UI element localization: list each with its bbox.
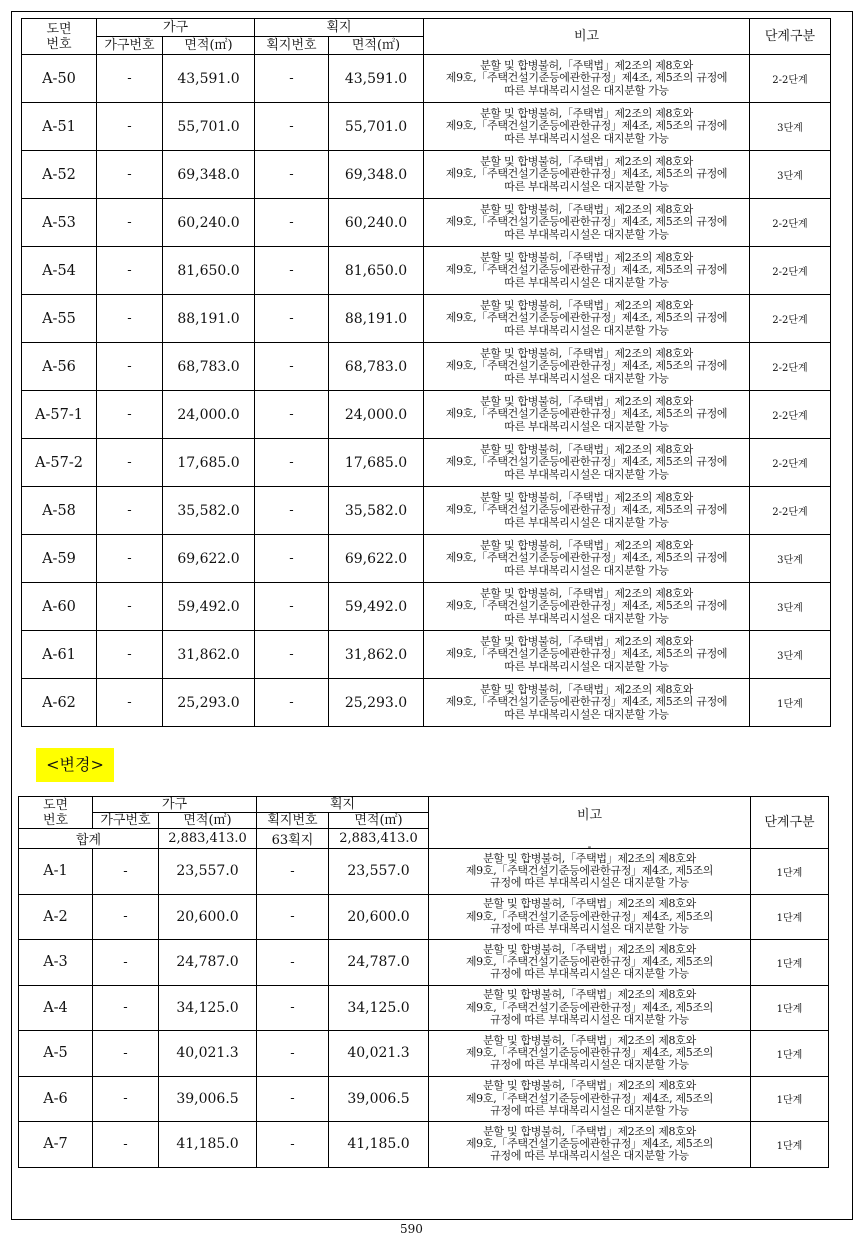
- stage-cell: 3단계: [750, 535, 831, 583]
- header-drawing-no: 도면 번호: [22, 19, 97, 55]
- remarks-line: 제9호,「주택건설기준등에관한규정」제4조, 제5조의: [465, 864, 714, 878]
- drawing-no-cell: A-57-2: [22, 439, 97, 487]
- remarks-line: 제9호,「주택건설기준등에관한규정」제4조, 제5조의 규정에: [445, 599, 728, 613]
- remarks-line: 따른 부대복리시설은 대지분할 가능: [504, 131, 669, 145]
- remarks-line: 분할 및 합병불허,「주택법」제2조의 제8호와: [480, 587, 693, 601]
- household-area-cell: 68,783.0: [163, 343, 255, 391]
- household-area-cell: 24,000.0: [163, 391, 255, 439]
- table-row: [22, 247, 831, 295]
- household-area-cell: 17,685.0: [163, 439, 255, 487]
- remarks-line: 제9호,「주택건설기준등에관한규정」제4조, 제5조의: [465, 1000, 714, 1014]
- header-area: 면적(㎡): [163, 37, 255, 55]
- lot-no-cell: -: [257, 985, 329, 1031]
- header-area: 면적(㎡): [159, 813, 257, 829]
- household-no-cell: -: [97, 631, 163, 679]
- summary-remarks: -: [587, 839, 592, 849]
- lot-area-cell: 35,582.0: [329, 487, 424, 535]
- remarks-line: 제9호,「주택건설기준등에관한규정」제4조, 제5조의 규정에: [445, 263, 728, 277]
- household-no-cell: -: [97, 199, 163, 247]
- lot-area-cell: 24,787.0: [329, 940, 429, 986]
- remarks-cell: [424, 103, 750, 151]
- summary-household-area: 2,883,413.0: [159, 829, 257, 849]
- stage-cell: 2-2단계: [750, 199, 831, 247]
- lot-no-cell: -: [255, 103, 329, 151]
- lot-no-cell: -: [257, 1122, 329, 1168]
- remarks-cell: [424, 631, 750, 679]
- table-row: [19, 849, 829, 895]
- stage-cell: 2-2단계: [750, 295, 831, 343]
- stage-cell: 2-2단계: [750, 439, 831, 487]
- stage-cell: 1단계: [751, 940, 829, 986]
- remarks-line: 제9호,「주택건설기준등에관한규정」제4조, 제5조의 규정에: [445, 215, 728, 229]
- remarks-line: 따른 부대복리시설은 대지분할 가능: [504, 227, 669, 241]
- remarks-line: 분할 및 합병불허,「주택법」제2조의 제8호와: [480, 539, 693, 553]
- drawing-no-cell: A-60: [22, 583, 97, 631]
- drawing-no-cell: A-3: [19, 940, 93, 986]
- drawing-no-cell: A-50: [22, 55, 97, 103]
- header-remarks: 비고: [424, 19, 750, 55]
- drawing-no-cell: A-51: [22, 103, 97, 151]
- stage-cell: 3단계: [750, 583, 831, 631]
- remarks-line: 규정에 따른 부대복리시설은 대지분할 가능: [490, 1058, 689, 1072]
- remarks-line: 제9호,「주택건설기준등에관한규정」제4조, 제5조의 규정에: [445, 551, 728, 565]
- household-no-cell: -: [93, 1122, 159, 1168]
- header-lot-no: 획지번호: [257, 813, 329, 829]
- remarks-line: 규정에 따른 부대복리시설은 대지분할 가능: [490, 967, 689, 981]
- remarks-line: 분할 및 합병불허,「주택법」제2조의 제8호와: [480, 203, 693, 217]
- remarks-cell: [424, 151, 750, 199]
- lot-area-cell: 25,293.0: [329, 679, 424, 727]
- drawing-no-cell: A-52: [22, 151, 97, 199]
- header-household-no: 가구번호: [97, 37, 163, 55]
- household-area-cell: 41,185.0: [159, 1122, 257, 1168]
- table-row: [19, 1031, 829, 1077]
- header-stage: 단계구분: [751, 797, 829, 849]
- remarks-cell: [424, 199, 750, 247]
- remarks-line: 분할 및 합병불허,「주택법」제2조의 제8호와: [480, 443, 693, 457]
- remarks-cell: [424, 535, 750, 583]
- header-remarks: 비고 -: [429, 797, 751, 849]
- lot-area-cell: 20,600.0: [329, 894, 429, 940]
- remarks-line: 규정에 따른 부대복리시설은 대지분할 가능: [490, 1103, 689, 1117]
- remarks-line: 분할 및 합병불허,「주택법」제2조의 제8호와: [480, 683, 693, 697]
- remarks-line: 제9호,「주택건설기준등에관한규정」제4조, 제5조의 규정에: [445, 503, 728, 517]
- household-area-cell: 88,191.0: [163, 295, 255, 343]
- lot-no-cell: -: [255, 151, 329, 199]
- household-area-cell: 24,787.0: [159, 940, 257, 986]
- household-no-cell: -: [97, 679, 163, 727]
- table-row: [22, 295, 831, 343]
- lot-area-cell: 43,591.0: [329, 55, 424, 103]
- lot-no-cell: -: [255, 535, 329, 583]
- remarks-line: 분할 및 합병불허,「주택법」제2조의 제8호와: [483, 1079, 696, 1093]
- drawing-no-cell: A-7: [19, 1122, 93, 1168]
- remarks-line: 제9호,「주택건설기준등에관한규정」제4조, 제5조의 규정에: [445, 359, 728, 373]
- header-area: 면적(㎡): [329, 813, 429, 829]
- lot-area-cell: 59,492.0: [329, 583, 424, 631]
- lot-area-cell: 69,348.0: [329, 151, 424, 199]
- remarks-cell: [429, 1122, 751, 1168]
- summary-lot-area: 2,883,413.0: [329, 829, 429, 849]
- lot-area-cell: 69,622.0: [329, 535, 424, 583]
- remarks-line: 분할 및 합병불허,「주택법」제2조의 제8호와: [480, 635, 693, 649]
- remarks-line: 제9호,「주택건설기준등에관한규정」제4조, 제5조의: [465, 1091, 714, 1105]
- household-area-cell: 81,650.0: [163, 247, 255, 295]
- header-household-no: 가구번호: [93, 813, 159, 829]
- drawing-no-cell: A-5: [19, 1031, 93, 1077]
- remarks-line: 제9호,「주택건설기준등에관한규정」제4조, 제5조의 규정에: [445, 647, 728, 661]
- remarks-line: 따른 부대복리시설은 대지분할 가능: [504, 659, 669, 673]
- stage-cell: 3단계: [750, 151, 831, 199]
- household-no-cell: -: [97, 391, 163, 439]
- lot-area-cell: 34,125.0: [329, 985, 429, 1031]
- stage-cell: 1단계: [751, 1076, 829, 1122]
- remarks-line: 분할 및 합병불허,「주택법」제2조의 제8호와: [480, 59, 693, 73]
- household-area-cell: 39,006.5: [159, 1076, 257, 1122]
- remarks-line: 제9호,「주택건설기준등에관한규정」제4조, 제5조의: [465, 909, 714, 923]
- lot-area-cell: 81,650.0: [329, 247, 424, 295]
- remarks-line: 제9호,「주택건설기준등에관한규정」제4조, 제5조의 규정에: [445, 311, 728, 325]
- lot-no-cell: -: [255, 55, 329, 103]
- page-number: 590: [400, 1222, 423, 1236]
- remarks-line: 규정에 따른 부대복리시설은 대지분할 가능: [490, 1149, 689, 1163]
- drawing-no-cell: A-56: [22, 343, 97, 391]
- stage-cell: 2-2단계: [750, 487, 831, 535]
- remarks-line: 따른 부대복리시설은 대지분할 가능: [504, 707, 669, 721]
- remarks-line: 제9호,「주택건설기준등에관한규정」제4조, 제5조의 규정에: [445, 71, 728, 85]
- lot-area-cell: 39,006.5: [329, 1076, 429, 1122]
- remarks-cell: [429, 894, 751, 940]
- header-lot: 획지: [255, 19, 424, 37]
- lot-no-cell: -: [257, 1076, 329, 1122]
- drawing-no-cell: A-57-1: [22, 391, 97, 439]
- table-row: [22, 151, 831, 199]
- remarks-cell: [424, 343, 750, 391]
- household-no-cell: -: [97, 583, 163, 631]
- remarks-line: 제9호,「주택건설기준등에관한규정」제4조, 제5조의: [465, 955, 714, 969]
- remarks-line: 분할 및 합병불허,「주택법」제2조의 제8호와: [483, 942, 696, 956]
- remarks-line: 따른 부대복리시설은 대지분할 가능: [504, 611, 669, 625]
- remarks-line: 분할 및 합병불허,「주택법」제2조의 제8호와: [483, 1033, 696, 1047]
- remarks-line: 제9호,「주택건설기준등에관한규정」제4조, 제5조의 규정에: [445, 167, 728, 181]
- remarks-cell: [424, 247, 750, 295]
- remarks-cell: [429, 1076, 751, 1122]
- change-badge: <변경>: [36, 748, 114, 782]
- lot-no-cell: -: [255, 247, 329, 295]
- drawing-no-cell: A-1: [19, 849, 93, 895]
- lot-no-cell: -: [255, 343, 329, 391]
- remarks-line: 따른 부대복리시설은 대지분할 가능: [504, 83, 669, 97]
- household-area-cell: 23,557.0: [159, 849, 257, 895]
- household-area-cell: 43,591.0: [163, 55, 255, 103]
- household-area-cell: 55,701.0: [163, 103, 255, 151]
- lot-no-cell: -: [257, 940, 329, 986]
- household-no-cell: -: [93, 940, 159, 986]
- remarks-line: 분할 및 합병불허,「주택법」제2조의 제8호와: [480, 155, 693, 169]
- stage-cell: 1단계: [751, 1122, 829, 1168]
- stage-cell: 2-2단계: [750, 247, 831, 295]
- household-no-cell: -: [93, 1031, 159, 1077]
- stage-cell: 1단계: [751, 985, 829, 1031]
- remarks-line: 규정에 따른 부대복리시설은 대지분할 가능: [490, 1012, 689, 1026]
- lot-no-cell: -: [257, 1031, 329, 1077]
- summary-label: 합계: [19, 829, 159, 849]
- remarks-line: 제9호,「주택건설기준등에관한규정」제4조, 제5조의: [465, 1137, 714, 1151]
- lot-no-cell: -: [257, 894, 329, 940]
- remarks-line: 분할 및 합병불허,「주택법」제2조의 제8호와: [483, 851, 696, 865]
- remarks-line: 제9호,「주택건설기준등에관한규정」제4조, 제5조의: [465, 1046, 714, 1060]
- remarks-line: 분할 및 합병불허,「주택법」제2조의 제8호와: [480, 251, 693, 265]
- remarks-cell: [429, 849, 751, 895]
- table-row: [19, 894, 829, 940]
- household-no-cell: -: [93, 985, 159, 1031]
- lot-no-cell: -: [255, 631, 329, 679]
- household-area-cell: 34,125.0: [159, 985, 257, 1031]
- table-row: [22, 391, 831, 439]
- header-drawing-no: 도면 번호: [19, 797, 93, 829]
- remarks-line: 분할 및 합병불허,「주택법」제2조의 제8호와: [480, 395, 693, 409]
- table-row: [19, 985, 829, 1031]
- household-no-cell: -: [97, 535, 163, 583]
- remarks-cell: [424, 295, 750, 343]
- household-no-cell: -: [97, 343, 163, 391]
- remarks-line: 분할 및 합병불허,「주택법」제2조의 제8호와: [480, 299, 693, 313]
- header-lot: 획지: [257, 797, 429, 813]
- remarks-cell: [424, 487, 750, 535]
- header-lot-no: 획지번호: [255, 37, 329, 55]
- household-area-cell: 31,862.0: [163, 631, 255, 679]
- drawing-no-cell: A-2: [19, 894, 93, 940]
- household-no-cell: -: [97, 439, 163, 487]
- remarks-line: 따른 부대복리시설은 대지분할 가능: [504, 467, 669, 481]
- drawing-no-cell: A-58: [22, 487, 97, 535]
- remarks-cell: [429, 985, 751, 1031]
- lot-area-cell: 17,685.0: [329, 439, 424, 487]
- remarks-line: 분할 및 합병불허,「주택법」제2조의 제8호와: [483, 897, 696, 911]
- table-row: [22, 55, 831, 103]
- household-no-cell: -: [97, 55, 163, 103]
- drawing-no-cell: A-59: [22, 535, 97, 583]
- header-stage: 단계구분: [750, 19, 831, 55]
- stage-cell: 3단계: [750, 103, 831, 151]
- lot-no-cell: -: [255, 439, 329, 487]
- table-row: [22, 679, 831, 727]
- remarks-line: 따른 부대복리시설은 대지분할 가능: [504, 275, 669, 289]
- household-area-cell: 25,293.0: [163, 679, 255, 727]
- table-row: [22, 199, 831, 247]
- household-no-cell: -: [93, 1076, 159, 1122]
- lot-area-cell: 23,557.0: [329, 849, 429, 895]
- remarks-line: 따른 부대복리시설은 대지분할 가능: [504, 371, 669, 385]
- remarks-line: 제9호,「주택건설기준등에관한규정」제4조, 제5조의 규정에: [445, 455, 728, 469]
- remarks-line: 분할 및 합병불허,「주택법」제2조의 제8호와: [483, 1124, 696, 1138]
- drawing-no-cell: A-55: [22, 295, 97, 343]
- table-row: [22, 103, 831, 151]
- table-row: [22, 631, 831, 679]
- stage-cell: 1단계: [751, 849, 829, 895]
- remarks-line: 규정에 따른 부대복리시설은 대지분할 가능: [490, 921, 689, 935]
- remarks-line: 규정에 따른 부대복리시설은 대지분할 가능: [490, 876, 689, 890]
- table-row: [22, 487, 831, 535]
- table-row: [22, 535, 831, 583]
- household-no-cell: -: [97, 151, 163, 199]
- remarks-line: 따른 부대복리시설은 대지분할 가능: [504, 563, 669, 577]
- stage-cell: 1단계: [751, 1031, 829, 1077]
- table-row: [22, 583, 831, 631]
- remarks-cell: [424, 679, 750, 727]
- household-area-cell: 35,582.0: [163, 487, 255, 535]
- header-household: 가구: [97, 19, 255, 37]
- remarks-cell: [429, 940, 751, 986]
- lot-no-cell: -: [255, 295, 329, 343]
- remarks-line: 제9호,「주택건설기준등에관한규정」제4조, 제5조의 규정에: [445, 695, 728, 709]
- stage-cell: 2-2단계: [750, 343, 831, 391]
- lot-area-cell: 41,185.0: [329, 1122, 429, 1168]
- household-area-cell: 69,348.0: [163, 151, 255, 199]
- table-row: [22, 343, 831, 391]
- remarks-cell: [424, 391, 750, 439]
- lot-area-cell: 31,862.0: [329, 631, 424, 679]
- remarks-cell: [424, 55, 750, 103]
- table-row: [19, 940, 829, 986]
- drawing-no-cell: A-4: [19, 985, 93, 1031]
- remarks-line: 제9호,「주택건설기준등에관한규정」제4조, 제5조의 규정에: [445, 407, 728, 421]
- lot-table-changed: [18, 796, 829, 1168]
- header-household: 가구: [93, 797, 257, 813]
- household-area-cell: 40,021.3: [159, 1031, 257, 1077]
- lot-no-cell: -: [255, 199, 329, 247]
- drawing-no-cell: A-53: [22, 199, 97, 247]
- household-no-cell: -: [97, 247, 163, 295]
- household-no-cell: -: [97, 295, 163, 343]
- remarks-cell: [424, 583, 750, 631]
- stage-cell: 2-2단계: [750, 391, 831, 439]
- drawing-no-cell: A-62: [22, 679, 97, 727]
- household-area-cell: 59,492.0: [163, 583, 255, 631]
- remarks-line: 분할 및 합병불허,「주택법」제2조의 제8호와: [480, 107, 693, 121]
- household-area-cell: 20,600.0: [159, 894, 257, 940]
- lot-no-cell: -: [257, 849, 329, 895]
- household-no-cell: -: [97, 103, 163, 151]
- drawing-no-cell: A-54: [22, 247, 97, 295]
- lot-no-cell: -: [255, 679, 329, 727]
- remarks-cell: [424, 439, 750, 487]
- remarks-line: 분할 및 합병불허,「주택법」제2조의 제8호와: [480, 347, 693, 361]
- lot-area-cell: 68,783.0: [329, 343, 424, 391]
- remarks-line: 분할 및 합병불허,「주택법」제2조의 제8호와: [483, 988, 696, 1002]
- table-row: [19, 1122, 829, 1168]
- remarks-cell: [429, 1031, 751, 1077]
- header-area: 면적(㎡): [329, 37, 424, 55]
- remarks-line: 따른 부대복리시설은 대지분할 가능: [504, 323, 669, 337]
- remarks-line: 따른 부대복리시설은 대지분할 가능: [504, 419, 669, 433]
- stage-cell: 3단계: [750, 631, 831, 679]
- household-no-cell: -: [93, 849, 159, 895]
- lot-area-cell: 55,701.0: [329, 103, 424, 151]
- remarks-line: 따른 부대복리시설은 대지분할 가능: [504, 515, 669, 529]
- remarks-line: 제9호,「주택건설기준등에관한규정」제4조, 제5조의 규정에: [445, 119, 728, 133]
- lot-no-cell: -: [255, 391, 329, 439]
- household-no-cell: -: [93, 894, 159, 940]
- household-area-cell: 60,240.0: [163, 199, 255, 247]
- drawing-no-cell: A-6: [19, 1076, 93, 1122]
- lot-area-cell: 88,191.0: [329, 295, 424, 343]
- stage-cell: 1단계: [751, 894, 829, 940]
- lot-area-cell: 40,021.3: [329, 1031, 429, 1077]
- lot-no-cell: -: [255, 487, 329, 535]
- stage-cell: 2-2단계: [750, 55, 831, 103]
- table-row: [19, 1076, 829, 1122]
- household-area-cell: 69,622.0: [163, 535, 255, 583]
- household-no-cell: -: [97, 487, 163, 535]
- lot-area-cell: 24,000.0: [329, 391, 424, 439]
- lot-table-current: [21, 18, 831, 727]
- remarks-line: 따른 부대복리시설은 대지분할 가능: [504, 179, 669, 193]
- drawing-no-cell: A-61: [22, 631, 97, 679]
- lot-area-cell: 60,240.0: [329, 199, 424, 247]
- table-row: [22, 439, 831, 487]
- stage-cell: 1단계: [750, 679, 831, 727]
- summary-lot-count: 63획지: [257, 829, 329, 849]
- remarks-line: 분할 및 합병불허,「주택법」제2조의 제8호와: [480, 491, 693, 505]
- lot-no-cell: -: [255, 583, 329, 631]
